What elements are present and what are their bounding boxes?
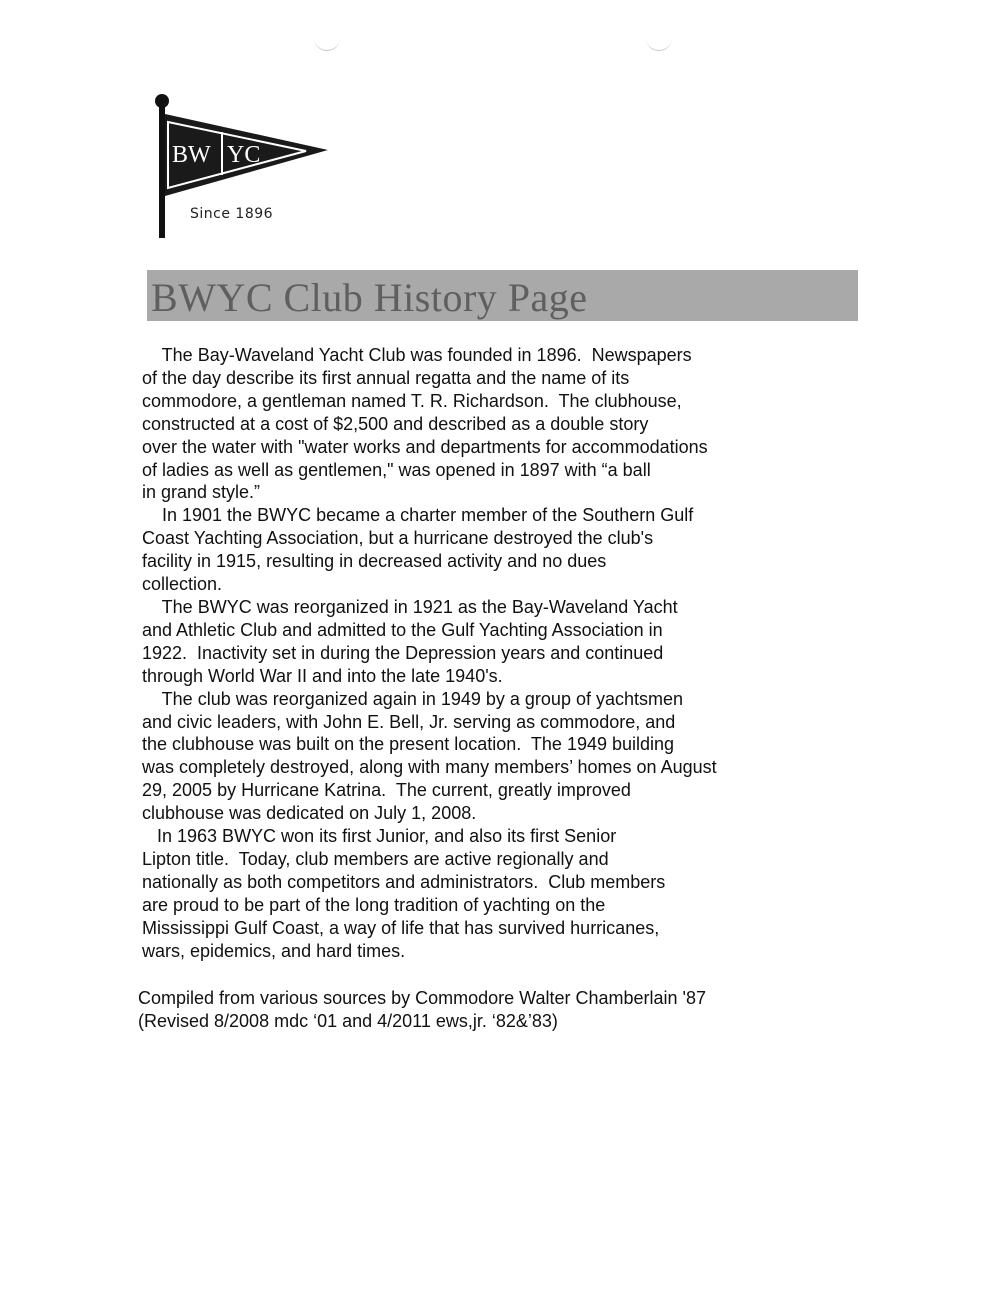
paragraph-line: In 1901 the BWYC became a charter member of the Southern Gulf [142, 505, 694, 526]
since-caption: Since 1896 [190, 206, 274, 222]
paragraph-line: and civic leaders, with John E. Bell, Jr. serving as commodore, and [142, 711, 676, 732]
paragraph-line: Lipton title. Today, club members are active regionally and [142, 848, 609, 869]
compiled-credit [138, 987, 858, 1033]
paragraph-line: wars, epidemics, and hard times. [142, 940, 406, 961]
paragraph-line: commodore, a gentleman named T. R. Richardson. The clubhouse, [142, 390, 682, 411]
flag-text-bw: BW [172, 142, 211, 168]
paragraph-line: Coast Yachting Association, but a hurricane destroyed the club's [142, 528, 654, 549]
paragraph-line: The Bay-Waveland Yacht Club was founded in 1896. Newspapers [142, 345, 692, 365]
paragraph-line: clubhouse was dedicated on July 1, 2008. [142, 803, 477, 824]
paragraph-line: of the day describe its first annual regatta and the name of its [142, 367, 630, 388]
paragraph-line: facility in 1915, resulting in decreased activity and no dues [142, 551, 607, 572]
paragraph-line: The BWYC was reorganized in 1921 as the Bay-Waveland Yacht [142, 596, 678, 617]
paragraph-line: are proud to be part of the long tradition of yachting on the [142, 894, 606, 915]
paragraph-line: through World War II and into the late 1940's. [142, 665, 503, 686]
history-body [142, 344, 832, 962]
paragraph-line: Mississippi Gulf Coast, a way of life that has survived hurricanes, [142, 917, 660, 938]
paragraph-line: the clubhouse was built on the present location. The 1949 building [142, 734, 675, 755]
paragraph-line: 29, 2005 by Hurricane Katrina. The current, greatly improved [142, 780, 631, 801]
paragraph-line: and Athletic Club and admitted to the Gulf Yachting Association in [142, 619, 663, 640]
paragraph-line: 1922. Inactivity set in during the Depression years and continued [142, 642, 664, 663]
paragraph-line: The club was reorganized again in 1949 by a group of yachtsmen [142, 688, 684, 709]
flag-text-yc: YC [227, 142, 261, 168]
paragraph-line: constructed at a cost of $2,500 and described as a double story [142, 413, 649, 434]
credit-line-1: Compiled from various sources by Commodore Walter Chamberlain '87 [138, 988, 706, 1008]
paragraph [142, 596, 832, 688]
paragraph-line: over the water with "water works and departments for accommodations [142, 436, 708, 457]
paragraph-line: nationally as both competitors and administrators. Club members [142, 871, 666, 892]
credit-line-2: (Revised 8/2008 mdc ‘01 and 4/2011 ews,jr. ‘82&’83) [138, 1010, 558, 1031]
paragraph-line: of ladies as well as gentlemen," was opened in 1897 with “a ball [142, 459, 651, 480]
title-banner [147, 270, 858, 321]
paragraph [142, 688, 832, 825]
paragraph-line: In 1963 BWYC won its first Junior, and also its first Senior [142, 826, 617, 847]
paragraph [142, 504, 832, 596]
club-burgee-logo [148, 92, 338, 242]
paragraph-line: in grand style.” [142, 482, 261, 503]
paragraph [142, 825, 832, 962]
paragraph-line: was completely destroyed, along with many members’ homes on August [142, 757, 717, 778]
paragraph-line: collection. [142, 574, 223, 595]
punch-hole-mark-right [646, 36, 672, 51]
paragraph [142, 344, 832, 504]
page-title: BWYC Club History Page [151, 275, 588, 320]
punch-hole-mark-left [314, 36, 340, 51]
